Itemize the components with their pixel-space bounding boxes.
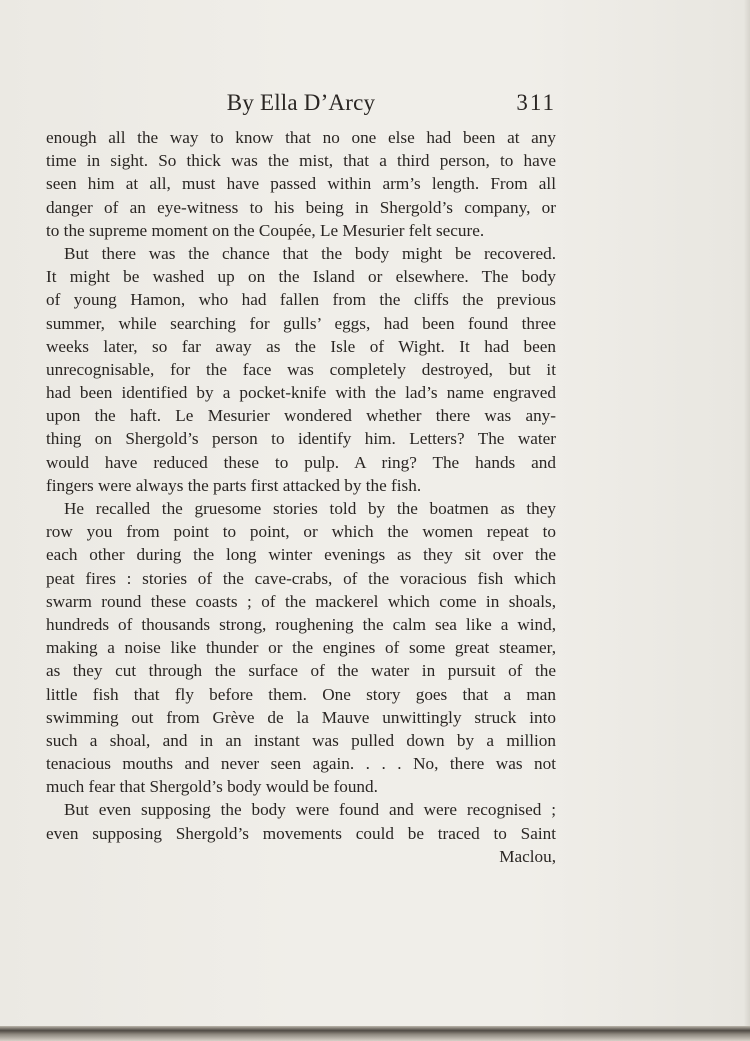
text-line: to the supreme moment on the Coupée, Le Mesurier felt secure. — [46, 220, 485, 240]
text-line: little fish that fly before them. One story goes that a man — [46, 684, 556, 704]
text-line: summer, while searching for gulls’ eggs, had been found three — [46, 313, 556, 333]
text-line: of young Hamon, who had fallen from the cliffs the previous — [46, 290, 556, 310]
page-edge-shadow — [744, 0, 750, 1041]
page-bottom-edge — [0, 1026, 750, 1041]
text-line: would have reduced these to pulp. A ring? The hands and — [46, 452, 556, 472]
paragraph-start-line: But there was the chance that the body might be recovered. — [64, 243, 556, 263]
text-line: time in sight. So thick was the mist, that a third person, to have — [46, 151, 556, 171]
text-line: enough all the way to know that no one else had been at any — [46, 128, 556, 147]
text-line: fingers were always the parts first attacked by the fish. — [46, 475, 422, 495]
page-number: 311 — [516, 90, 556, 115]
text-line: unrecognisable, for the face was completely destroyed, but it — [46, 359, 556, 379]
text-line: thing on Shergold’s person to identify him. Letters? The water — [46, 429, 556, 449]
text-line: much fear that Shergold’s body would be found. — [46, 777, 378, 797]
text-line: upon the haft. Le Mesurier wondered whether there was any- — [46, 406, 556, 426]
text-line: row you from point to point, or which the women repeat to — [46, 522, 556, 542]
text-line: weeks later, so far away as the Isle of Wight. It had been — [46, 336, 556, 356]
running-title: By Ella D’Arcy — [226, 90, 376, 115]
text-line: tenacious mouths and never seen again. . . . No, there was not — [46, 754, 556, 774]
paragraph-start-line: He recalled the gruesome stories told by the boatmen as they — [64, 499, 556, 518]
text-line: It might be washed up on the Island or elsewhere. The body — [46, 267, 556, 287]
text-line: swarm round these coasts ; of the mackerel which come in shoals, — [46, 591, 556, 611]
text-line: each other during the long winter evenings as they sit over the — [46, 545, 556, 565]
text-line: peat fires : stories of the cave-crabs, of the voracious fish which — [46, 568, 556, 588]
text-line: even supposing Shergold’s movements could be traced to Saint — [46, 823, 556, 843]
page-header — [46, 90, 556, 122]
catchword-line: Maclou, — [499, 846, 556, 866]
body-text — [46, 126, 556, 868]
paragraph-start-line: But even supposing the body were found and were recognised ; — [64, 800, 556, 820]
text-line: had been identified by a pocket-knife with the lad’s name engraved — [46, 383, 556, 403]
text-line: making a noise like thunder or the engines of some great steamer, — [46, 638, 556, 658]
text-line: seen him at all, must have passed within arm’s length. From all — [46, 174, 556, 194]
text-line: as they cut through the surface of the water in pursuit of the — [46, 661, 556, 681]
text-line: swimming out from Grève de la Mauve unwittingly struck into — [46, 707, 556, 727]
text-line: danger of an eye-witness to his being in Shergold’s company, or — [46, 197, 556, 217]
text-line: such a shoal, and in an instant was pulled down by a million — [46, 730, 556, 750]
text-line: hundreds of thousands strong, roughening the calm sea like a wind, — [46, 614, 556, 634]
